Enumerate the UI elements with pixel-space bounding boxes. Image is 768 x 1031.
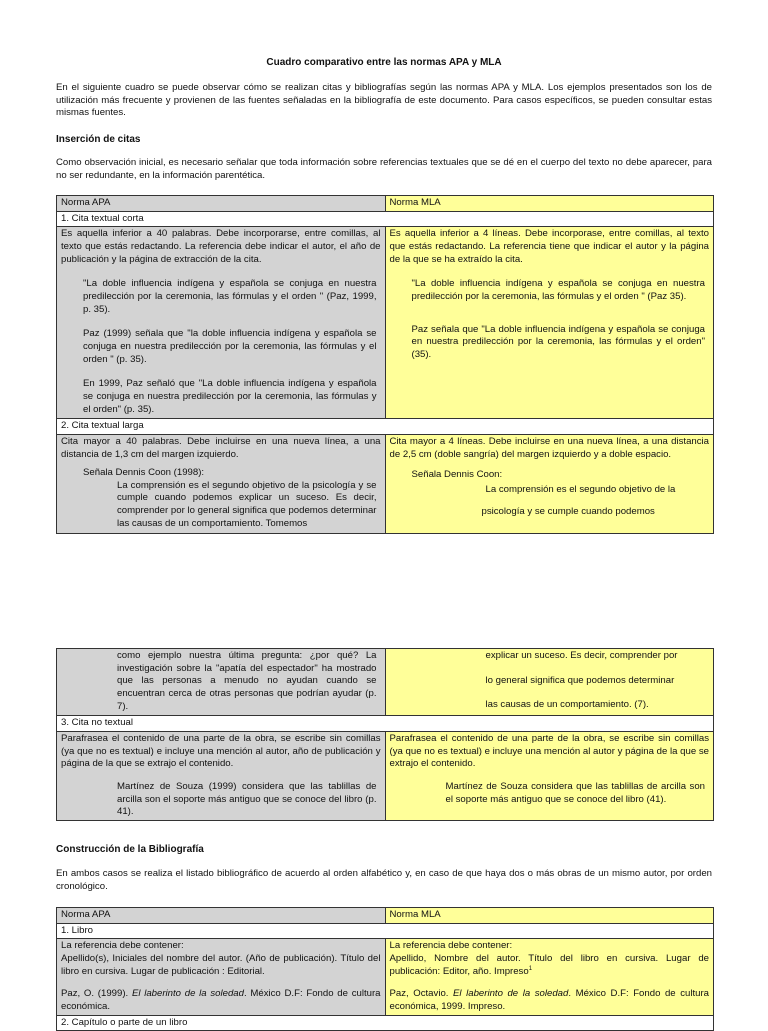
apa-definition: Es aquella inferior a 40 palabras. Debe incorporarse, entre comillas, al texto que estás redactando. La referencia debe indicar el autor, el año de publicación y la página de extracción de la cita. bbox=[61, 228, 381, 265]
citas-table bbox=[56, 195, 714, 534]
table-row bbox=[57, 939, 714, 1015]
intro-paragraph: En el siguiente cuadro se puede observar cómo se realizan citas y bibliografías según las normas APA y MLA. Los ejemplos presentados son los de utilización más frecuente y provienen de las fuentes señaladas en la bibliografía de este documento. Para casos específicos, se pueden consultar estas mismas fuentes. bbox=[56, 82, 712, 119]
apa-definition: Parafrasea el contenido de una parte de la obra, se escribe sin comillas (ya que no es textual) e incluye una mención al autor, año de publicación y página de la que se extrajo el contenido. bbox=[61, 732, 381, 770]
mla-block-quote-line: explicar un suceso. Es decir, comprender por bbox=[485, 650, 678, 661]
row-label-cita-larga: 2. Cita textual larga bbox=[57, 419, 714, 435]
apa-cell-cita-corta bbox=[57, 227, 386, 419]
apa-cell-cita-larga-cont bbox=[57, 649, 386, 716]
apa-definition: Apellido(s), Iniciales del nombre del autor. (Año de publicación). Título del libro en cursiva. Lugar de publicación : Editorial. bbox=[61, 952, 381, 977]
mla-example: Paz, Octavio. El laberinto de la soledad. México D.F: Fondo de cultura económica, 1999. Impreso. bbox=[389, 988, 709, 1013]
mla-example: Martínez de Souza considera que las tablillas de arcilla son el soporte más antiguo que se conoce del libro (41). bbox=[445, 780, 705, 805]
mla-block-quote-line: psicología y se cumple cuando podemos bbox=[481, 506, 655, 518]
section-heading-bibliografia: Construcción de la Bibliografía bbox=[56, 844, 204, 855]
apa-quote-intro: Señala Dennis Coon (1998): bbox=[83, 467, 205, 479]
mla-cell-cita-no-textual bbox=[385, 731, 714, 820]
table-row bbox=[57, 649, 714, 716]
apa-block-quote: La comprensión es el segundo objetivo de la psicología y se cumple cuando podemos explicar un suceso. Es decir, comprender por lo general significa que podemos determinar las causas de un comportamiento. Tomemos bbox=[117, 479, 377, 529]
mla-definition-title: La referencia debe contener: bbox=[389, 940, 513, 952]
footnote-mark: 1 bbox=[528, 965, 533, 972]
mla-cell-cita-larga bbox=[385, 434, 714, 533]
mla-block-quote-line: lo general significa que podemos determinar bbox=[485, 674, 675, 686]
citas-note: Como observación inicial, es necesario señalar que toda información sobre referencias textuales que se dé en el cuerpo del texto no debe aparecer, para no ser redundante, en la información parentética. bbox=[56, 157, 712, 181]
section-row bbox=[57, 923, 714, 939]
mla-example: "La doble influencia indígena y española se conjuga en nuestra predilección por la ceremonia, las fórmulas y el orden " (Paz 35). bbox=[411, 278, 705, 302]
table-row bbox=[57, 434, 714, 533]
col-header-apa: Norma APA bbox=[57, 196, 386, 212]
mla-definition: Parafrasea el contenido de una parte de la obra, se escribe sin comillas (ya que no es textual) e incluye una mención al autor y página de la que se extrajo el contenido. bbox=[389, 732, 709, 770]
apa-example: "La doble influencia indígena y española se conjuga en nuestra predilección por la ceremonia, las fórmulas y el orden " (Paz, 1999, p. 35). bbox=[83, 278, 377, 315]
section-heading-citas: Inserción de citas bbox=[56, 134, 141, 145]
section-row bbox=[57, 419, 714, 435]
apa-example: Paz (1999) señala que "la doble influencia indígena y española se conjuga en nuestra predilección por la ceremonia, las fórmulas y el orden " (p. 35). bbox=[83, 328, 377, 365]
table-header-row bbox=[57, 196, 714, 212]
mla-block-quote-line: La comprensión es el segundo objetivo de la bbox=[485, 483, 676, 495]
mla-example: Paz señala que "La doble influencia indígena y española se conjuga en nuestra predilección por la ceremonia, las fórmulas y el orden" (35). bbox=[411, 323, 705, 360]
col-header-mla: Norma MLA bbox=[385, 908, 714, 924]
apa-cell-libro bbox=[57, 939, 386, 1015]
apa-example: Paz, O. (1999). El laberinto de la soledad. México D.F: Fondo de cultura económica. bbox=[61, 988, 381, 1012]
bibliografia-table bbox=[56, 907, 714, 1031]
mla-definition: Es aquella inferior a 4 líneas. Debe incorporase, entre comillas, al texto que estás redactando. La referencia tiene que indicar el autor y la página de la que se ha extraído la cita. bbox=[389, 228, 709, 265]
row-label-cita-no-textual: 3. Cita no textual bbox=[57, 716, 714, 732]
section-row bbox=[57, 211, 714, 227]
mla-cell-cita-corta bbox=[385, 227, 714, 419]
row-label-cita-corta: 1. Cita textual corta bbox=[57, 211, 714, 227]
apa-cell-cita-no-textual bbox=[57, 731, 386, 820]
mla-definition: Cita mayor a 4 líneas. Debe incluirse en una nueva línea, a una distancia de 2,5 cm (doble sangría) del margen izquierdo y a doble espacio. bbox=[389, 435, 709, 460]
apa-definition-title: La referencia debe contener: bbox=[61, 940, 184, 952]
mla-block-quote-line: las causas de un comportamiento. (7). bbox=[485, 699, 649, 711]
apa-example: En 1999, Paz señaló que "La doble influencia indígena y española se conjuga en nuestra predilección por la ceremonia, las fórmulas y el orden" (p. 35). bbox=[83, 378, 377, 415]
table-row bbox=[57, 731, 714, 820]
row-label-capitulo: 2. Capítulo o parte de un libro bbox=[57, 1015, 714, 1031]
bibliografia-note: En ambos casos se realiza el listado bibliográfico de acuerdo al orden alfabético y, en caso de que haya dos o más obras de un mismo autor, por orden cronológico. bbox=[56, 868, 712, 892]
mla-quote-intro: Señala Dennis Coon: bbox=[411, 469, 503, 481]
apa-definition: Cita mayor a 40 palabras. Debe incluirse en una nueva línea, a una distancia de 1,3 cm del margen izquierdo. bbox=[61, 435, 381, 460]
citas-table-continued bbox=[56, 648, 714, 821]
table-header-row bbox=[57, 908, 714, 924]
section-row bbox=[57, 1015, 714, 1031]
mla-cell-cita-larga-cont bbox=[385, 649, 714, 716]
apa-example: Martínez de Souza (1999) considera que las tablillas de arcilla son el soporte más antiguo que se conoce del libro (p. 41). bbox=[117, 780, 377, 818]
col-header-apa: Norma APA bbox=[57, 908, 386, 924]
col-header-mla: Norma MLA bbox=[385, 196, 714, 212]
page-title: Cuadro comparativo entre las normas APA y MLA bbox=[266, 57, 502, 68]
mla-definition: Apellido, Nombre del autor. Título del libro en cursiva. Lugar de publicación: Editor, año. Impreso$^1$ bbox=[389, 952, 709, 977]
row-label-libro: 1. Libro bbox=[57, 923, 714, 939]
mla-cell-libro bbox=[385, 939, 714, 1015]
table-row bbox=[57, 227, 714, 419]
section-row bbox=[57, 716, 714, 732]
apa-block-quote: como ejemplo nuestra última pregunta: ¿por qué? La investigación sobre la "apatía del espectador" ha mostrado que las personas a menudo no ayudan cuando se encuentran cerca de otras personas que podrían ayudar (p. 7). bbox=[117, 650, 377, 712]
apa-cell-cita-larga bbox=[57, 434, 386, 533]
